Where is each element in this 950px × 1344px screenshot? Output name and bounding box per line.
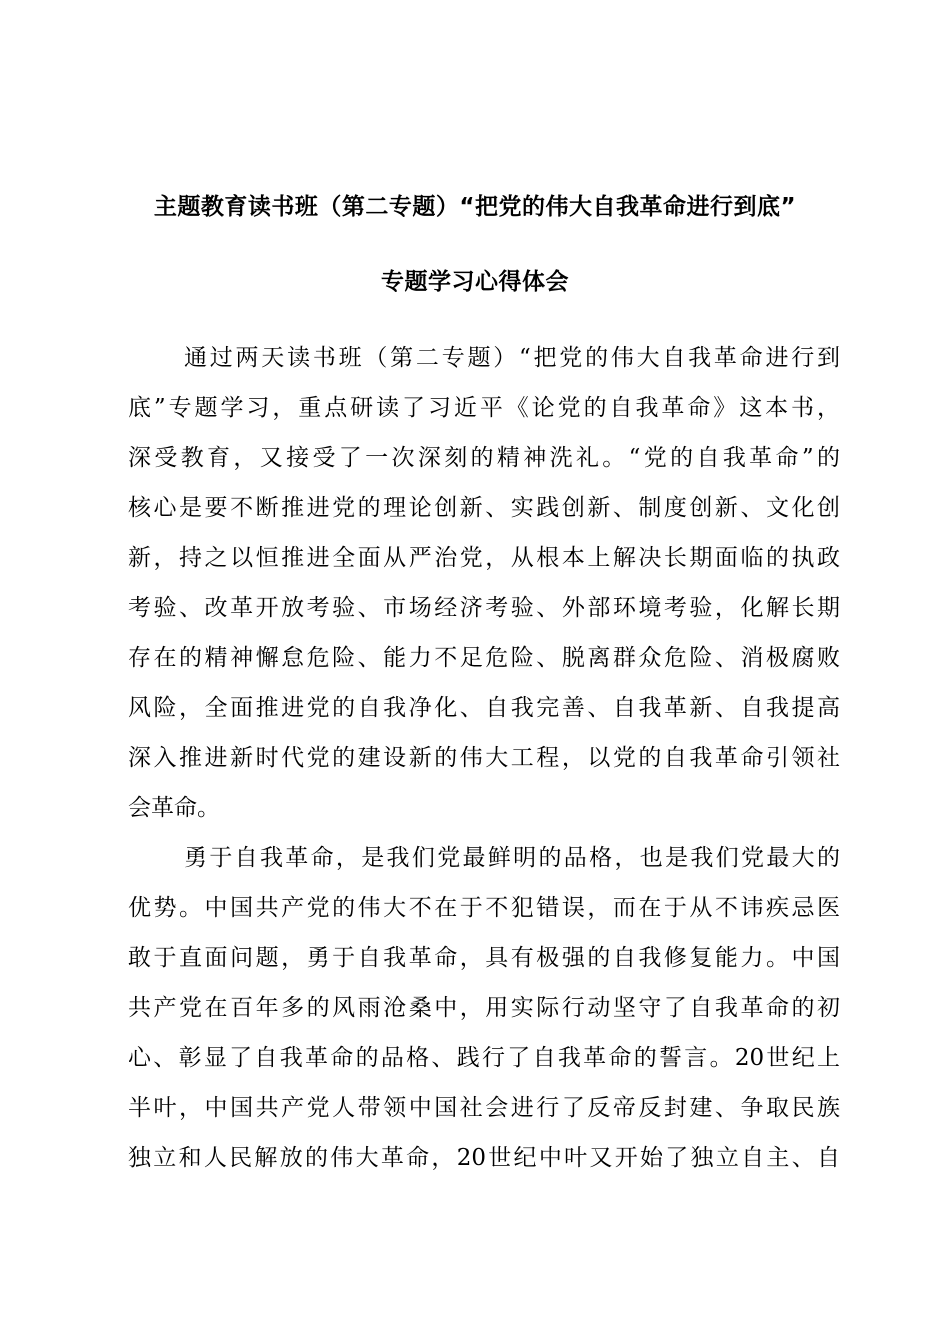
paragraph-line: 勇于自我革命，是我们党最鲜明的品格，也是我们党最大的 bbox=[184, 845, 840, 871]
document-title-line-2: 专题学习心得体会 bbox=[381, 269, 569, 295]
paragraph-line: 心、彰显了自我革命的品格、践行了自我革命的誓言。20世纪上 bbox=[128, 1045, 840, 1071]
paragraph-line: 独立和人民解放的伟大革命，20世纪中叶又开始了独立自主、自 bbox=[128, 1145, 840, 1171]
paragraph-line: 优势。中国共产党的伟大不在于不犯错误，而在于从不讳疾忌医 bbox=[128, 895, 840, 921]
document-title-line-1: 主题教育读书班（第二专题）“把党的伟大自我革命进行到底” bbox=[153, 194, 797, 220]
paragraph-line: 核心是要不断推进党的理论创新、实践创新、制度创新、文化创 bbox=[128, 495, 840, 521]
paragraph-line: 风险，全面推进党的自我净化、自我完善、自我革新、自我提高 bbox=[128, 695, 840, 721]
paragraph-line: 会革命。 bbox=[128, 795, 220, 821]
paragraph-line: 底”专题学习，重点研读了习近平《论党的自我革命》这本书， bbox=[128, 395, 840, 421]
paragraph-line: 深入推进新时代党的建设新的伟大工程，以党的自我革命引领社 bbox=[128, 745, 840, 771]
paragraph-line: 共产党在百年多的风雨沧桑中，用实际行动坚守了自我革命的初 bbox=[128, 995, 840, 1021]
paragraph-line: 半叶，中国共产党人带领中国社会进行了反帝反封建、争取民族 bbox=[128, 1095, 840, 1121]
paragraph-line: 考验、改革开放考验、市场经济考验、外部环境考验，化解长期 bbox=[128, 595, 840, 621]
paragraph-line: 深受教育，又接受了一次深刻的精神洗礼。“党的自我革命”的 bbox=[128, 445, 840, 471]
paragraph-line: 敢于直面问题，勇于自我革命，具有极强的自我修复能力。中国 bbox=[128, 945, 840, 971]
paragraph-line: 新，持之以恒推进全面从严治党，从根本上解决长期面临的执政 bbox=[128, 545, 840, 571]
paragraph-line: 存在的精神懈怠危险、能力不足危险、脱离群众危险、消极腐败 bbox=[128, 645, 840, 671]
paragraph-line: 通过两天读书班（第二专题）“把党的伟大自我革命进行到 bbox=[184, 345, 840, 371]
